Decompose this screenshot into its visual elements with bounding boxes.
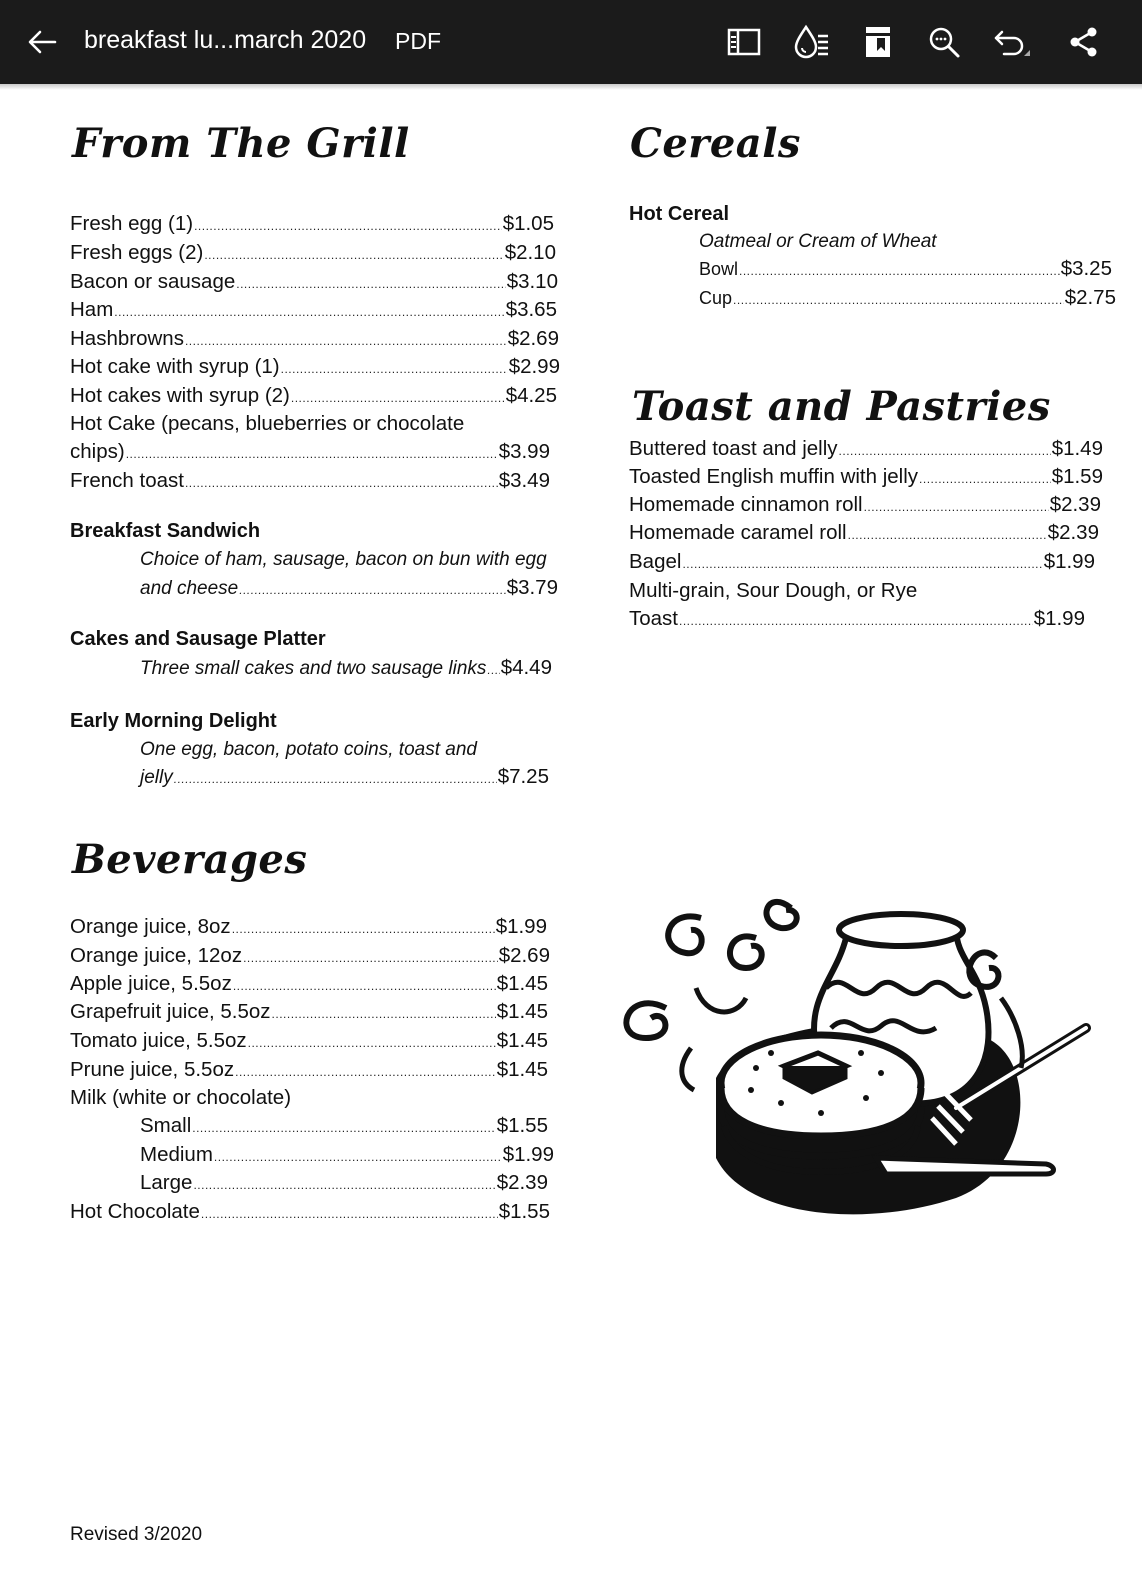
menu-item — [140, 574, 558, 602]
menu-item — [70, 325, 559, 353]
leader-dots — [919, 465, 1051, 493]
menu-item — [629, 463, 1103, 491]
item-name: Orange juice, 12oz — [70, 944, 243, 967]
menu-item — [70, 353, 560, 381]
leader-dots — [281, 355, 508, 383]
item-name: Prune juice, 5.5oz — [70, 1058, 235, 1081]
leader-dots — [193, 1171, 495, 1199]
menu-item — [70, 942, 550, 970]
item-name: Homemade cinnamon roll — [629, 493, 863, 516]
item-price: $3.79 — [506, 576, 558, 599]
item-price: $2.69 — [498, 944, 550, 967]
search-button[interactable] — [922, 20, 966, 64]
leader-dots — [194, 212, 502, 240]
menu-item — [629, 435, 1103, 463]
undo-icon — [992, 26, 1032, 58]
arrow-left-icon — [27, 30, 57, 54]
menu-item — [699, 284, 1116, 312]
leader-dots — [272, 1000, 496, 1028]
item-name: Fresh eggs (2) — [70, 241, 204, 264]
item-description: Oatmeal or Cream of Wheat — [699, 231, 937, 252]
item-price: $1.99 — [1043, 550, 1095, 573]
leader-dots — [233, 972, 496, 1000]
item-price: $2.39 — [496, 1171, 548, 1194]
bookmark-button[interactable] — [856, 20, 900, 64]
leader-dots — [236, 270, 505, 298]
item-name: Bowl — [699, 259, 739, 279]
leader-dots — [248, 1029, 496, 1057]
item-price: $1.55 — [496, 1114, 548, 1137]
leader-dots — [487, 656, 499, 684]
leader-dots — [192, 1114, 495, 1142]
search-icon — [927, 25, 961, 59]
menu-item — [70, 970, 548, 998]
cereals-heading: Cereals — [630, 120, 801, 167]
leader-dots — [201, 1200, 498, 1228]
item-name: Medium — [140, 1143, 213, 1166]
document-title: breakfast lu...march 2020 — [84, 26, 367, 54]
item-price: $3.10 — [506, 270, 558, 293]
menu-item — [70, 998, 548, 1026]
item-name: Large — [140, 1171, 193, 1194]
item-name: Ham — [70, 298, 114, 321]
menu-item — [140, 1141, 554, 1169]
menu-item — [70, 210, 554, 238]
menu-item — [629, 491, 1101, 519]
item-price: $1.45 — [496, 1058, 548, 1081]
menu-item — [140, 763, 549, 791]
menu-item — [70, 438, 550, 466]
item-name: Toasted English muffin with jelly — [629, 465, 919, 488]
menu-item — [70, 382, 557, 410]
view-mode-icon — [727, 27, 761, 57]
leader-dots — [864, 493, 1049, 521]
item-price: $1.05 — [502, 212, 554, 235]
menu-item — [629, 519, 1099, 547]
menu-item — [70, 1027, 548, 1055]
leader-dots — [733, 286, 1064, 314]
item-price: $2.69 — [507, 327, 559, 350]
menu-item — [70, 1198, 550, 1226]
leader-dots — [126, 440, 498, 468]
back-button[interactable] — [22, 22, 62, 62]
item-name: Bagel — [629, 550, 682, 573]
menu-item-name-line: Hot Cake (pecans, blueberries or chocolate — [70, 412, 465, 435]
app-toolbar — [0, 0, 1142, 84]
view-mode-button[interactable] — [722, 20, 766, 64]
item-price: $2.75 — [1064, 286, 1116, 309]
menu-item — [629, 605, 1085, 633]
menu-item — [699, 255, 1112, 283]
item-description: Choice of ham, sausage, bacon on bun with egg — [140, 549, 547, 570]
item-price: $1.59 — [1051, 465, 1103, 488]
item-price: $1.99 — [502, 1143, 554, 1166]
menu-item — [140, 1112, 548, 1140]
item-description: One egg, bacon, potato coins, toast and — [140, 739, 477, 760]
item-name: Hashbrowns — [70, 327, 184, 350]
section-subheading: Breakfast Sandwich — [70, 520, 261, 542]
item-price: $3.65 — [505, 298, 557, 321]
menu-item — [140, 654, 552, 682]
leader-dots — [839, 437, 1051, 465]
item-name: Small — [140, 1114, 192, 1137]
item-price: $4.25 — [505, 384, 557, 407]
item-price: $3.49 — [498, 469, 550, 492]
document-type-label: PDF — [395, 28, 441, 54]
leader-dots — [679, 607, 1033, 635]
leader-dots — [232, 915, 495, 943]
beverages-heading: Beverages — [72, 836, 308, 883]
breakfast-clipart — [606, 868, 1106, 1238]
menu-item — [70, 1056, 548, 1084]
share-icon — [1068, 26, 1100, 58]
item-name: Cup — [699, 288, 733, 308]
item-name: Hot Chocolate — [70, 1200, 200, 1223]
leader-dots — [114, 298, 504, 326]
item-name: Apple juice, 5.5oz — [70, 972, 232, 995]
menu-item — [70, 467, 550, 495]
item-name: French toast — [70, 469, 184, 492]
item-price: $1.55 — [498, 1200, 550, 1223]
leader-dots — [204, 241, 503, 269]
item-name: jelly — [140, 767, 173, 788]
item-price: $3.25 — [1060, 257, 1112, 280]
revision-note: Revised 3/2020 — [70, 1524, 203, 1545]
grill-heading: From The Grill — [72, 120, 410, 167]
liquid-mode-button[interactable] — [790, 20, 834, 64]
item-name: Three small cakes and two sausage links — [140, 658, 487, 679]
menu-item — [70, 268, 558, 296]
bookmark-icon — [863, 25, 893, 59]
leader-dots — [291, 384, 505, 412]
leader-dots — [239, 576, 505, 604]
leader-dots — [185, 327, 507, 355]
item-name: Homemade caramel roll — [629, 521, 847, 544]
undo-button[interactable] — [990, 20, 1034, 64]
item-price: $2.99 — [508, 355, 560, 378]
liquid-mode-icon — [792, 24, 832, 60]
section-subheading: Hot Cereal — [629, 203, 730, 225]
toolbar-shadow — [0, 84, 1142, 90]
item-price: $1.45 — [496, 972, 548, 995]
menu-item — [70, 913, 547, 941]
share-button[interactable] — [1062, 20, 1106, 64]
menu-item — [70, 239, 556, 267]
menu-item — [140, 1169, 548, 1197]
item-price: $1.49 — [1051, 437, 1103, 460]
item-name: Hot cake with syrup (1) — [70, 355, 280, 378]
item-name: and cheese — [140, 578, 239, 599]
toast-heading: Toast and Pastries — [632, 383, 1051, 430]
menu-item-name-line: Multi-grain, Sour Dough, or Rye — [629, 579, 918, 602]
leader-dots — [739, 257, 1060, 285]
item-name: chips) — [70, 440, 125, 463]
item-price: $1.99 — [1033, 607, 1085, 630]
leader-dots — [185, 469, 498, 497]
menu-item — [70, 296, 557, 324]
section-subheading: Early Morning Delight — [70, 710, 277, 732]
item-name: Orange juice, 8oz — [70, 915, 231, 938]
menu-item-name-line: Milk (white or chocolate) — [70, 1086, 292, 1109]
leader-dots — [174, 765, 497, 793]
leader-dots — [214, 1143, 502, 1171]
item-price: $2.10 — [504, 241, 556, 264]
item-price: $2.39 — [1047, 521, 1099, 544]
item-price: $1.99 — [495, 915, 547, 938]
item-price: $1.45 — [496, 1029, 548, 1052]
item-name: Toast — [629, 607, 678, 630]
leader-dots — [848, 521, 1047, 549]
item-price: $7.25 — [497, 765, 549, 788]
item-price: $2.39 — [1049, 493, 1101, 516]
leader-dots — [682, 550, 1042, 578]
item-name: Hot cakes with syrup (2) — [70, 384, 290, 407]
item-name: Buttered toast and jelly — [629, 437, 838, 460]
item-price: $1.45 — [496, 1000, 548, 1023]
item-name: Grapefruit juice, 5.5oz — [70, 1000, 271, 1023]
menu-item — [629, 548, 1095, 576]
item-price: $4.49 — [500, 656, 552, 679]
item-name: Tomato juice, 5.5oz — [70, 1029, 247, 1052]
leader-dots — [243, 944, 498, 972]
item-price: $3.99 — [498, 440, 550, 463]
leader-dots — [235, 1058, 496, 1086]
section-subheading: Cakes and Sausage Platter — [70, 628, 326, 650]
item-name: Fresh egg (1) — [70, 212, 194, 235]
item-name: Bacon or sausage — [70, 270, 236, 293]
